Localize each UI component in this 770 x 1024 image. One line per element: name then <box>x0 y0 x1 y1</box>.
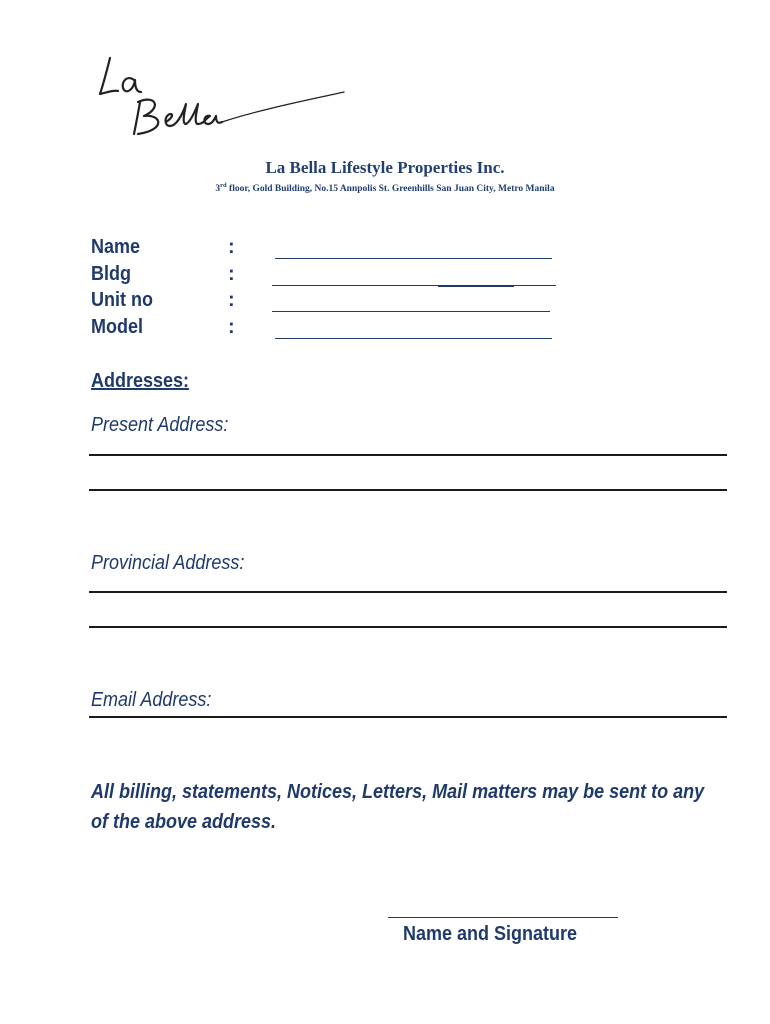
field-colon-bldg: : <box>228 263 235 285</box>
field-colon-name: : <box>228 236 235 258</box>
field-label-model: Model <box>91 316 144 338</box>
provincial-address-label: Provincial Address: <box>91 552 245 574</box>
company-address <box>0 182 770 194</box>
signature-label: Name and Signature <box>403 923 578 945</box>
field-label-name: Name <box>91 236 141 258</box>
billing-notice: All billing, statements, Notices, Letters, Mail matters may be sent to any of the above address. <box>91 781 705 833</box>
unit-no-field-line[interactable] <box>272 311 550 312</box>
addresses-heading: Addresses: <box>91 370 190 392</box>
present-address-line-1[interactable] <box>89 454 727 456</box>
address-ordinal-suffix: rd <box>220 182 227 189</box>
name-field-line[interactable] <box>275 258 552 259</box>
present-address-label: Present Address: <box>91 414 229 436</box>
email-address-label: Email Address: <box>91 689 212 711</box>
company-name: La Bella Lifestyle Properties Inc. <box>265 158 505 177</box>
provincial-address-line-1[interactable] <box>89 591 727 593</box>
signature-line[interactable] <box>388 917 618 918</box>
present-address-line-2[interactable] <box>89 489 727 491</box>
model-field-line[interactable] <box>275 338 552 339</box>
field-colon-model: : <box>228 316 235 338</box>
la-bella-logo <box>88 44 350 144</box>
provincial-address-line-2[interactable] <box>89 626 727 628</box>
address-ordinal: 3 <box>215 184 221 195</box>
email-address-line[interactable] <box>89 716 727 718</box>
address-rest: floor, Gold Building, No.15 Annpolis St. Greenhills San Juan City, Metro Manila <box>226 184 555 195</box>
field-label-bldg: Bldg <box>91 263 131 285</box>
bldg-field-line-accent <box>438 286 514 287</box>
field-colon-unit-no: : <box>228 289 235 311</box>
field-label-unit-no: Unit no <box>91 289 153 311</box>
